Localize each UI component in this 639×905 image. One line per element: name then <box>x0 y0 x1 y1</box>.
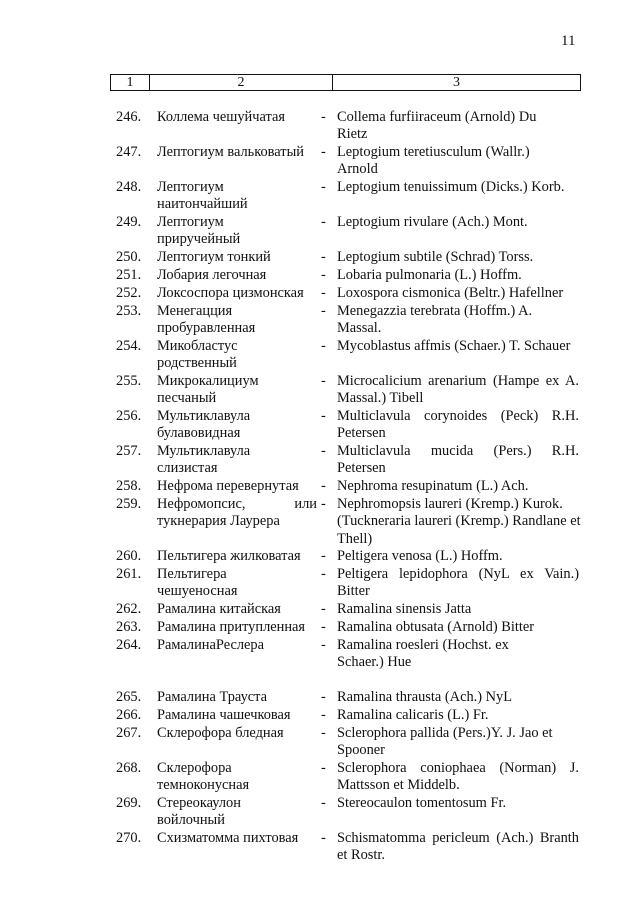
latin-name: Peltigera lepidophora (NyL ex Vain.) Bitter <box>337 566 579 600</box>
header-col-latin-name: 3 <box>453 75 460 90</box>
russian-name: Нефромопсис, или тукнерария Лаурера <box>157 496 317 530</box>
latin-name: Sclerophora coniophaea (Norman) J. Mattsson et Middelb. <box>337 760 579 794</box>
list-item <box>0 338 639 373</box>
list-item <box>0 795 639 830</box>
russian-name: Рамалина Трауста <box>157 689 268 705</box>
page-number: 11 <box>561 33 576 49</box>
list-item <box>0 144 639 179</box>
separator-dash: - <box>321 478 326 494</box>
separator-dash: - <box>321 443 326 459</box>
separator-dash: - <box>321 214 326 230</box>
list-item <box>0 443 639 478</box>
latin-name: Nephroma resupinatum (L.) Ach. <box>337 478 529 494</box>
latin-name: Sclerophora pallida (Pers.)Y. J. Jao et Spooner <box>337 725 553 759</box>
separator-dash: - <box>321 338 326 354</box>
entry-number: 247. <box>116 144 142 160</box>
latin-name: Ramalina obtusata (Arnold) Bitter <box>337 619 535 635</box>
russian-name: РамалинаРеслера <box>157 637 264 653</box>
entry-number: 268. <box>116 760 142 776</box>
entry-number: 249. <box>116 214 142 230</box>
russian-name: Схизматомма пихтовая <box>157 830 299 846</box>
russian-name: Склерофора бледная <box>157 725 284 741</box>
latin-name: Lobaria pulmonaria (L.) Hoffm. <box>337 267 522 283</box>
russian-name: Локсоспора цизмонская <box>157 285 304 301</box>
separator-dash: - <box>321 725 326 741</box>
russian-name: Микрокалициум песчаный <box>157 373 259 407</box>
latin-name: Collema furfiiraceum (Arnold) Du Rietz <box>337 109 537 143</box>
russian-name: Лобария легочная <box>157 267 267 283</box>
list-item <box>0 109 639 144</box>
entry-number: 246. <box>116 109 142 125</box>
russian-name: Коллема чешуйчатая <box>157 109 285 125</box>
separator-dash: - <box>321 707 326 723</box>
list-item <box>0 373 639 408</box>
russian-name: Рамалина чашечковая <box>157 707 291 723</box>
latin-name: Ramalina sinensis Jatta <box>337 601 472 617</box>
russian-name: Лептогиум вальковатый <box>157 144 304 160</box>
list-item <box>0 637 639 689</box>
table-header <box>110 74 581 91</box>
latin-name: Leptogium subtile (Schrad) Torss. <box>337 249 534 265</box>
list-item <box>0 303 639 338</box>
entry-number: 264. <box>116 637 142 653</box>
entry-number: 254. <box>116 338 142 354</box>
separator-dash: - <box>321 144 326 160</box>
entry-number: 251. <box>116 267 142 283</box>
list-item <box>0 760 639 795</box>
list-item <box>0 725 639 760</box>
list-item <box>0 214 639 249</box>
entry-number: 260. <box>116 548 142 564</box>
russian-name: Лептогиум наитончайший <box>157 179 248 213</box>
separator-dash: - <box>321 760 326 776</box>
latin-name: Ramalina roesleri (Hochst. ex Schaer.) Hue <box>337 637 509 671</box>
separator-dash: - <box>321 496 326 512</box>
entry-number: 250. <box>116 249 142 265</box>
list-item <box>0 179 639 214</box>
latin-name: Microcalicium arenarium (Hampe ex A. Massal.) Tibell <box>337 373 579 407</box>
list-item <box>0 707 639 725</box>
latin-name: Peltigera venosa (L.) Hoffm. <box>337 548 503 564</box>
list-item <box>0 496 639 548</box>
russian-name: Менегацция пробуравленная <box>157 303 256 337</box>
separator-dash: - <box>321 619 326 635</box>
russian-name: Микобластус родственный <box>157 338 238 372</box>
entry-number: 265. <box>116 689 142 705</box>
russian-name: Склерофора темноконусная <box>157 760 250 794</box>
separator-dash: - <box>321 795 326 811</box>
separator-dash: - <box>321 637 326 653</box>
entry-number: 269. <box>116 795 142 811</box>
latin-name: Multiclavula corynoides (Peck) R.H. Petersen <box>337 408 579 442</box>
separator-dash: - <box>321 285 326 301</box>
separator-dash: - <box>321 830 326 846</box>
separator-dash: - <box>321 689 326 705</box>
latin-name: Stereocaulon tomentosum Fr. <box>337 795 507 811</box>
entry-number: 259. <box>116 496 142 512</box>
latin-name: Loxospora cismonica (Beltr.) Hafellner <box>337 285 564 301</box>
list-item <box>0 478 639 496</box>
latin-name: Leptogium tenuissimum (Dicks.) Korb. <box>337 179 565 195</box>
latin-name: Leptogium teretiusculum (Wallr.) Arnold <box>337 144 530 178</box>
list-item <box>0 619 639 637</box>
latin-name: Schismatomma pericleum (Ach.) Branth et Rostr. <box>337 830 579 864</box>
list-item <box>0 267 639 285</box>
separator-dash: - <box>321 373 326 389</box>
entry-number: 267. <box>116 725 142 741</box>
latin-name: Multiclavula mucida (Pers.) R.H. Petersen <box>337 443 579 477</box>
latin-name: Nephromopsis laureri (Kremp.) Kurok. (Tuckneraria laureri (Kremp.) Randlane et Thell) <box>337 496 581 547</box>
russian-name: Рамалина китайская <box>157 601 281 617</box>
entry-number: 262. <box>116 601 142 617</box>
russian-name: Нефрома перевернутая <box>157 478 299 494</box>
entry-number: 258. <box>116 478 142 494</box>
separator-dash: - <box>321 267 326 283</box>
list-item <box>0 408 639 443</box>
russian-name: Пельтигера чешуеносная <box>157 566 238 600</box>
list-item <box>0 830 639 865</box>
entry-number: 263. <box>116 619 142 635</box>
russian-name: Рамалина притупленная <box>157 619 306 635</box>
list-item <box>0 548 639 566</box>
list-item <box>0 601 639 619</box>
entry-number: 252. <box>116 285 142 301</box>
separator-dash: - <box>321 601 326 617</box>
entry-number: 261. <box>116 566 142 582</box>
entry-number: 255. <box>116 373 142 389</box>
latin-name: Menegazzia terebrata (Hoffm.) A. Massal. <box>337 303 533 337</box>
list-item <box>0 566 639 601</box>
entry-number: 253. <box>116 303 142 319</box>
header-col-number: 1 <box>111 75 150 90</box>
separator-dash: - <box>321 408 326 424</box>
separator-dash: - <box>321 109 326 125</box>
list-item <box>0 285 639 303</box>
separator-dash: - <box>321 566 326 582</box>
russian-name: Лептогиум приручейный <box>157 214 241 248</box>
entry-number: 266. <box>116 707 142 723</box>
header-col-russian-name: 2 <box>150 75 333 90</box>
entry-number: 257. <box>116 443 142 459</box>
russian-name: Пельтигера жилковатая <box>157 548 301 564</box>
species-list <box>0 109 639 865</box>
list-item <box>0 249 639 267</box>
latin-name: Ramalina thrausta (Ach.) NyL <box>337 689 513 705</box>
separator-dash: - <box>321 548 326 564</box>
entry-number: 270. <box>116 830 142 846</box>
russian-name: Лептогиум тонкий <box>157 249 271 265</box>
separator-dash: - <box>321 179 326 195</box>
list-item <box>0 689 639 707</box>
entry-number: 256. <box>116 408 142 424</box>
separator-dash: - <box>321 249 326 265</box>
latin-name: Leptogium rivulare (Ach.) Mont. <box>337 214 528 230</box>
russian-name: Мультиклавула слизистая <box>157 443 251 477</box>
separator-dash: - <box>321 303 326 319</box>
entry-number: 248. <box>116 179 142 195</box>
latin-name: Mycoblastus affmis (Schaer.) T. Schauer <box>337 338 571 354</box>
russian-name: Стереокаулон войлочный <box>157 795 241 829</box>
russian-name: Мультиклавула булавовидная <box>157 408 251 442</box>
latin-name: Ramalina calicaris (L.) Fr. <box>337 707 489 723</box>
